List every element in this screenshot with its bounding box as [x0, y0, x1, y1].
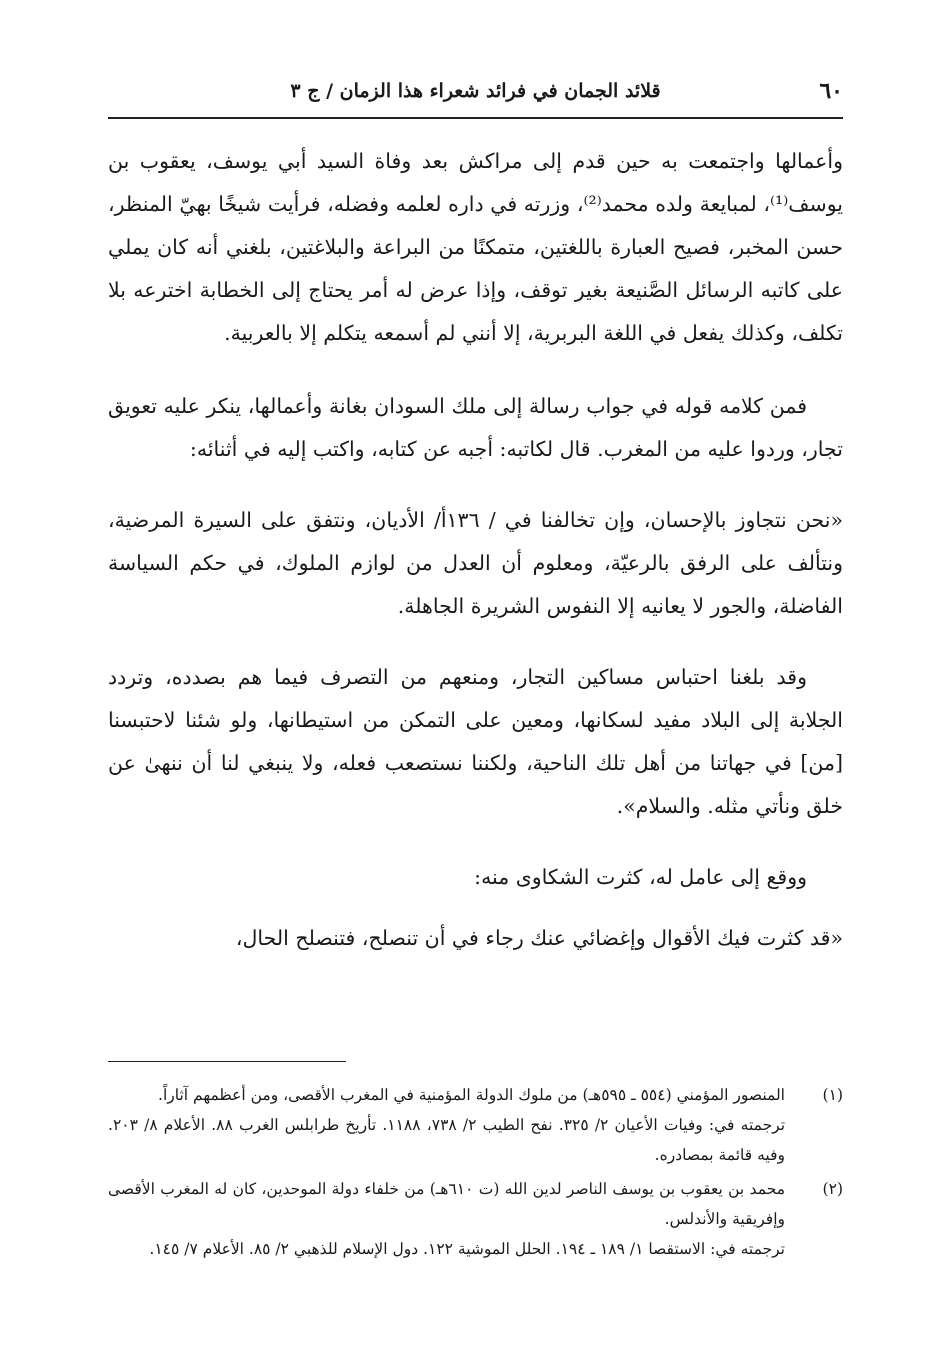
main-text — [108, 140, 843, 960]
paragraph-6-quote: «قد كثرت فيك الأقوال وإغضائي عنك رجاء في أن تنصلح، فتنصلح الحال، — [235, 926, 843, 950]
page-number: ٦٠ — [819, 78, 843, 104]
footnote-2 — [108, 1174, 843, 1264]
footnote-1 — [108, 1080, 843, 1170]
paragraph-1: وأعمالها واجتمعت به حين قدم إلى مراكش بعد وفاة السيد أبي يوسف، يعقوب بن يوسف⁽¹⁾، لمبايعة ولده محمد⁽²⁾، وزرته في داره لعلمه وفضله، فرأيت شيخًا بهيّ المنظر، حسن المخبر، فصيح العبارة باللغتين، متمكنًا من البراعة والبلاغتين، بلغني أنه كان يملي على كاتبه الرسائل الصَّنيعة بغير توقف، وإذا عرض له أمر يحتاج إلى الخطابة اخترعه بلا تكلف، وكذلك يفعل في اللغة البربرية، إلا أنني لم أسمعه يتكلم إلا بالعربية. — [108, 149, 843, 345]
paragraph-2: فمن كلامه قوله في جواب رسالة إلى ملك السودان بغانة وأعمالها، ينكر عليه تعويق تجار، وردوا عليه من المغرب. قال لكاتبه: أجبه عن كتابه، واكتب إليه في أثنائه: — [108, 394, 843, 461]
footnote-line: محمد بن يعقوب بن يوسف الناصر لدين الله (ت ٦١٠هـ) من خلفاء دولة الموحدين، كان له المغرب الأقصى وإفريقية والأندلس. — [108, 1180, 785, 1228]
footnote-line: المنصور المؤمني (٥٥٤ ـ ٥٩٥هـ) من ملوك الدولة المؤمنية في المغرب الأقصى، ومن أعظمهم آثاراً. — [158, 1086, 785, 1104]
header-rule — [108, 117, 843, 119]
paragraph-4: وقد بلغنا احتباس مساكين التجار، ومنعهم من التصرف فيما هم بصدده، وتردد الجلابة إلى البلاد مفيد لسكانها، ومعين على التمكن من استيطانها، ولو شئنا لاحتبسنا [من] في جهاتنا من أهل تلك الناحية، ولكننا نستصعب فعله، ولا ينبغي لنا أن ننهىٰ عن خلق ونأتي مثله. والسلام». — [108, 665, 843, 818]
footnote-separator — [108, 1061, 346, 1062]
footnote-number: (٢) — [822, 1180, 843, 1198]
page-header — [108, 70, 843, 114]
paragraph-3-quote: «نحن نتجاوز بالإحسان، وإن تخالفنا في / ١٣٦أ/ الأديان، ونتفق على السيرة المرضية، ونتألف على الرفق بالرعيّة، ومعلوم أن العدل من لوازم الملوك، في حكم السياسة الفاضلة، والجور لا يعانيه إلا النفوس الشريرة الجاهلة. — [108, 508, 843, 618]
footnote-number: (١) — [822, 1086, 843, 1104]
footnote-line: ترجمته في: الاستقصا ١/ ١٨٩ ـ ١٩٤. الحلل الموشية ١٢٢. دول الإسلام للذهبي ٢/ ٨٥. الأعلام ٧/ ١٤٥. — [149, 1240, 785, 1258]
footnotes — [108, 1080, 843, 1268]
running-title: قلائد الجمان في فرائد شعراء هذا الزمان / ج ٣ — [290, 80, 661, 102]
footnote-line: ترجمته في: وفيات الأعيان ٢/ ٣٢٥. نفح الطيب ٢/ ٧٣٨، ١١٨٨. تأريخ طرابلس الغرب ٨٨. الأعلام ٨/ ٢٠٣. وفيه قائمة بمصادره. — [108, 1116, 786, 1164]
paragraph-5: ووقع إلى عامل له، كثرت الشكاوى منه: — [474, 865, 807, 889]
